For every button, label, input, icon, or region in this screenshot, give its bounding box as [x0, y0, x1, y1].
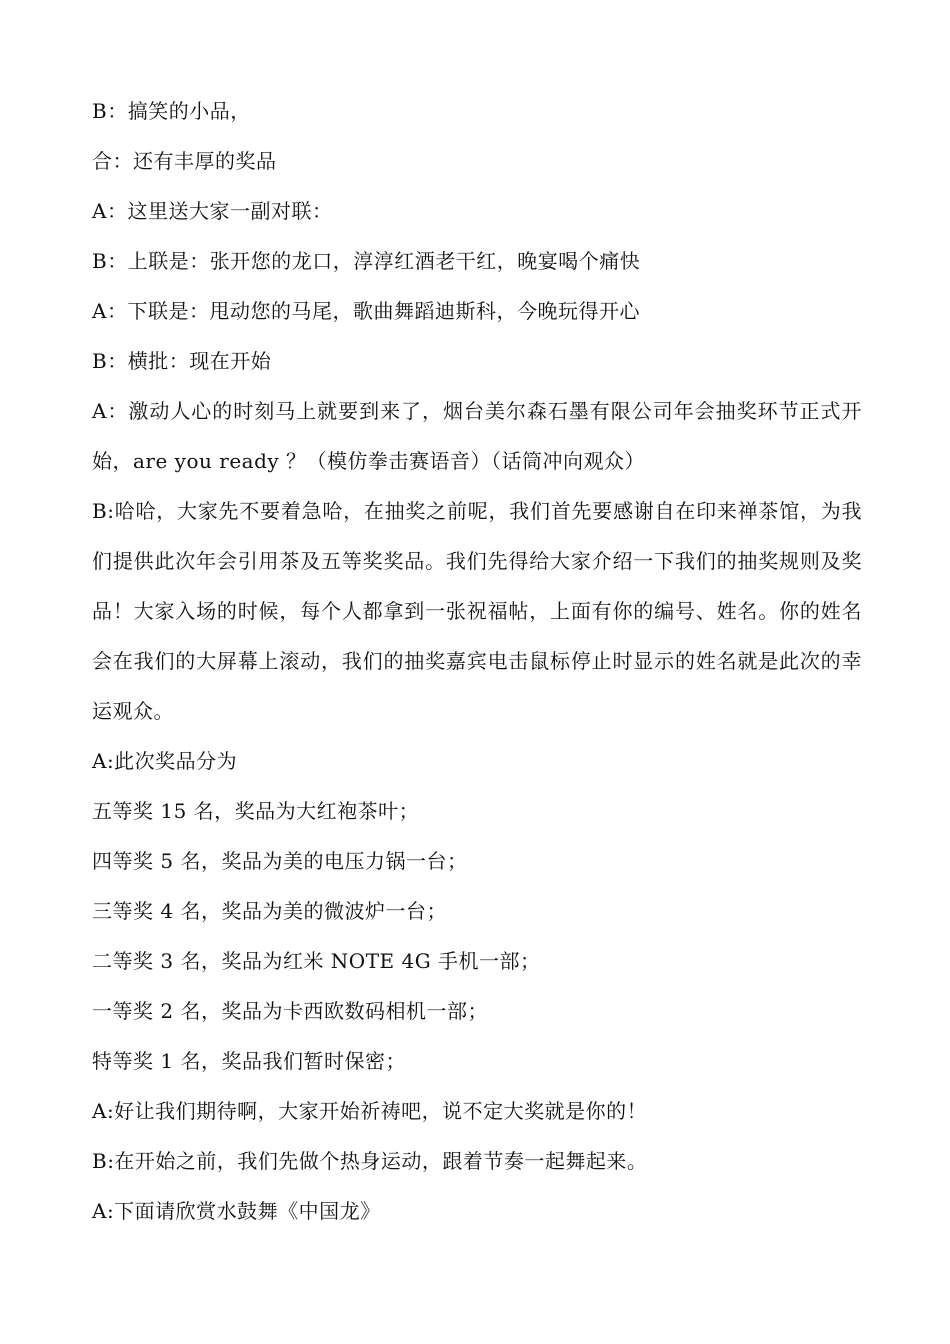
dialogue-line: B:在开始之前，我们先做个热身运动，跟着节奏一起舞起来。 [92, 1149, 648, 1173]
prize-line: 三等奖 4 名，奖品为美的微波炉一台； [92, 899, 447, 923]
prize-line: 五等奖 15 名，奖品为大红袍茶叶； [92, 799, 420, 823]
prize-line: 特等奖 1 名，奖品我们暂时保密； [92, 1049, 406, 1073]
lottery-start-paragraph: A：激动人心的时刻马上就要到来了，烟台美尔森石墨有限公司年会抽奖环节正式开始，are you ready ？（模仿拳击赛语音）（话筒冲向观众） [92, 399, 862, 473]
document-page [92, 86, 862, 1236]
dialogue-line: A:下面请欣赏水鼓舞《中国龙》 [92, 1199, 381, 1223]
prize-line: 二等奖 3 名，奖品为红米 NOTE 4G 手机一部； [92, 949, 541, 973]
prize-line: 四等奖 5 名，奖品为美的电压力锅一台； [92, 849, 468, 873]
dialogue-line: A：这里送大家一副对联： [92, 199, 333, 223]
dialogue-line: B：上联是：张开您的龙口，淳淳红酒老干红，晚宴喝个痛快 [92, 249, 641, 273]
prize-intro-line: A:此次奖品分为 [92, 749, 238, 773]
dialogue-line: 合：还有丰厚的奖品 [92, 149, 277, 173]
prize-line: 一等奖 2 名，奖品为卡西欧数码相机一部； [92, 999, 488, 1023]
dialogue-line: A：下联是：甩动您的马尾，歌曲舞蹈迪斯科，今晚玩得开心 [92, 299, 640, 323]
lottery-rules-paragraph: B:哈哈，大家先不要着急哈，在抽奖之前呢，我们首先要感谢自在印来禅茶馆，为我们提供此次年会引用茶及五等奖奖品。我们先得给大家介绍一下我们的抽奖规则及奖品！大家入场的时候，每个人都拿到一张祝福帖，上面有你的编号、姓名。你的姓名会在我们的大屏幕上滚动，我们的抽奖嘉宾电击鼠标停止时显示的姓名就是此次的幸运观众。 [92, 499, 862, 723]
dialogue-line: B：横批：现在开始 [92, 349, 272, 373]
dialogue-line: A:好让我们期待啊，大家开始祈祷吧，说不定大奖就是你的！ [92, 1099, 648, 1123]
dialogue-line: B：搞笑的小品， [92, 99, 251, 123]
